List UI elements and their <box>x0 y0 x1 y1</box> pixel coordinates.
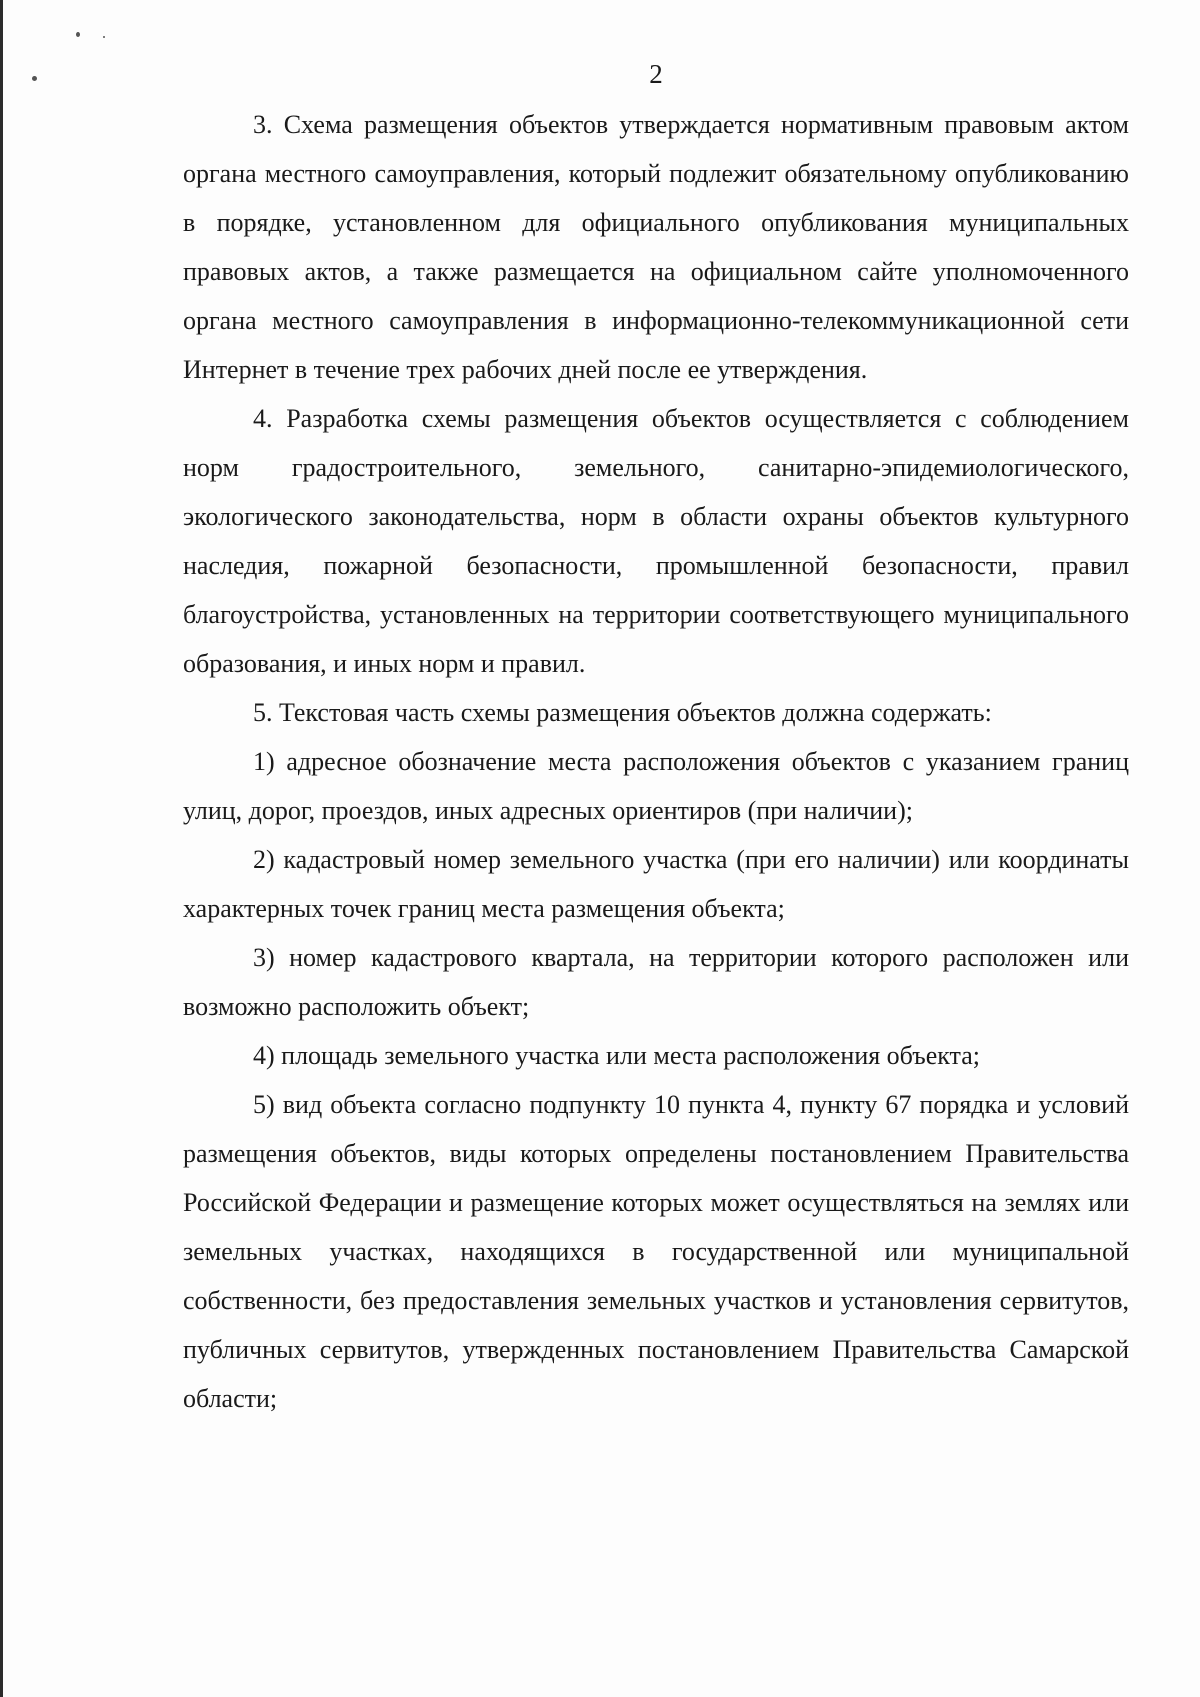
scan-left-edge <box>0 0 3 1697</box>
document-body <box>183 100 1129 1423</box>
list-item-5-object-type: 5) вид объекта согласно подпункту 10 пункта 4, пункту 67 порядка и условий размещения объектов, виды которых определены постановлением Правительства Российской Федерации и размещение которых может осуществляться на землях или земельных участках, находящихся в государственной или муниципальной собственности, без предоставления земельных участков и установления сервитутов, публичных сервитутов, утвержденных постановлением Правительства Самарской области; <box>183 1090 1129 1413</box>
paragraph-5-text-part: 5. Текстовая часть схемы размещения объектов должна содержать: <box>253 698 992 727</box>
list-item-2-cadastral-number: 2) кадастровый номер земельного участка (при его наличии) или координаты характерных точек границ места размещения объекта; <box>183 845 1129 923</box>
list-item-4-area: 4) площадь земельного участка или места расположения объекта; <box>253 1041 980 1070</box>
paragraph-3-approval: 3. Схема размещения объектов утверждается нормативным правовым актом органа местного самоуправления, который подлежит обязательному опубликованию в порядке, установленном для официального опубликования муниципальных правовых актов, а также размещается на официальном сайте уполномоченного органа местного самоуправления в информационно-телекоммуникационной сети Интернет в течение трех рабочих дней после ее утверждения. <box>183 110 1129 384</box>
paragraph-4-development: 4. Разработка схемы размещения объектов осуществляется с соблюдением норм градостроительного, земельного, санитарно-эпидемиологического, экологического законодательства, норм в области охраны объектов культурного наследия, пожарной безопасности, промышленной безопасности, правил благоустройства, установленных на территории соответствующего муниципального образования, и иных норм и правил. <box>183 404 1129 678</box>
scan-speck <box>76 32 80 37</box>
list-item-3-cadastral-quarter: 3) номер кадастрового квартала, на территории которого расположен или возможно расположить объект; <box>183 943 1129 1021</box>
scan-speck <box>103 36 105 38</box>
page-number: 2 <box>649 59 663 89</box>
list-item-1-address: 1) адресное обозначение места расположения объектов с указанием границ улиц, дорог, проездов, иных адресных ориентиров (при наличии); <box>183 747 1129 825</box>
